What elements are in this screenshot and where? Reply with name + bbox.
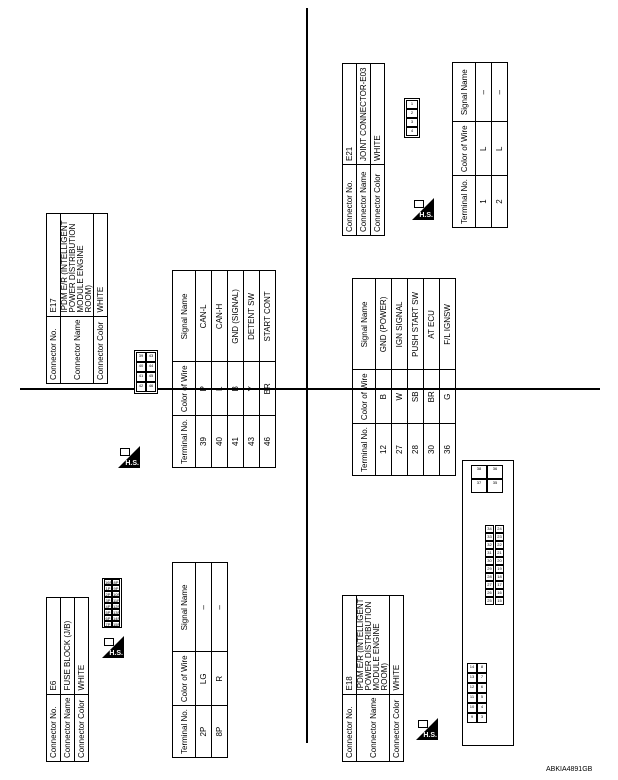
connector-pin: 23 (495, 533, 504, 541)
connector-pin: 12P (113, 604, 121, 609)
e6-connector-face (102, 578, 122, 628)
e6-signal-table (172, 562, 228, 758)
connector-pin: 4 (406, 127, 418, 136)
col-wire-color: Color of Wire (173, 652, 196, 706)
connector-pin: 15P (113, 622, 121, 627)
table-row: 43 Y DETENT SW (244, 271, 260, 468)
table-row: 40 L CAN-H (212, 271, 228, 468)
connector-pin: 21 (495, 549, 504, 557)
connector-pin: 8 (477, 663, 487, 673)
e17-connector-no: E17 (47, 213, 61, 316)
connector-pin: 15 (495, 597, 504, 605)
connector-pin: 42 (136, 382, 146, 392)
e21-signal-panel (452, 62, 508, 228)
e17-signal-panel (172, 270, 276, 468)
e17-signal-table: Terminal No. Color of Wire Signal Name 39 P CAN-L 40 L CAN-H 41 B GND (SIGNAL) 43 Y DETENT SW 46 BR START CONT (172, 270, 276, 468)
connector-pin: 5P (105, 610, 111, 615)
connector-pin: 2P (105, 592, 111, 597)
connector-pin: 7P (105, 622, 111, 627)
connector-pin: 19 (495, 565, 504, 573)
e18-hs-icon: H.S. (416, 718, 438, 740)
connector-pin: 14P (113, 616, 121, 621)
e21-hs-icon: H.S. (412, 198, 434, 220)
connector-pin: 29 (485, 565, 494, 573)
table-row: 39 P CAN-L (196, 271, 212, 468)
connector-pin: 16P (105, 580, 113, 585)
connector-pin: 3P (105, 598, 111, 603)
e18-header-panel (342, 595, 404, 762)
connector-pin: 16 (495, 589, 504, 597)
connector-pin: 2 (406, 109, 418, 118)
connector-pin: 3 (477, 713, 487, 723)
e18-connector-color: WHITE (390, 595, 404, 694)
connector-pin: 4 (477, 703, 487, 713)
e21-connector-name: JOINT CONNECTOR-E03 (357, 64, 371, 165)
table-row: 41 B GND (SIGNAL) (228, 271, 244, 468)
table-row: 1 L – (476, 63, 492, 228)
connector-pin: 32 (485, 541, 494, 549)
connector-pin: 31 (485, 549, 494, 557)
connector-pin: 20 (495, 557, 504, 565)
e21-header-table: Connector No. E21 Connector Name JOINT CONNECTOR-E03 Connector Color WHITE (342, 63, 385, 236)
e21-signal-table: Terminal No. Color of Wire Signal Name 1 L – 2 L – (452, 62, 508, 228)
table-row: 8P R – (212, 563, 228, 758)
col-terminal-no: Terminal No. (173, 706, 196, 758)
table-row: 27 W IGN SIGNAL (392, 279, 408, 476)
connector-pin: 9 (467, 713, 477, 723)
e18-header-table: Connector No. E18 Connector Name IPDM E/R (INTELLIGENT POWER DISTRIBUTION MODULE ENGINE ROOM) Connector Color WHITE (342, 595, 404, 762)
table-row: 46 BR START CONT (260, 271, 276, 468)
connector-pin: 6 (477, 683, 487, 693)
e6-connector-color: WHITE (75, 597, 89, 694)
connector-pin: 13P (113, 610, 121, 615)
e6-connector-name: FUSE BLOCK (J/B) (61, 597, 75, 694)
connector-pin: 1P (105, 586, 111, 591)
connector-pin: 22 (495, 541, 504, 549)
e21-header-panel (342, 63, 385, 236)
e17-connector-face (134, 350, 158, 394)
label-connector-name: Connector Name (61, 694, 75, 761)
connector-pin: 40 (136, 362, 146, 372)
e21-connector-face (404, 98, 420, 138)
connector-pin: 45 (146, 372, 156, 382)
table-row: 2 L – (492, 63, 508, 228)
e6-connector-no: E6 (47, 597, 61, 694)
connector-pin: 11 (467, 693, 477, 703)
e17-connector-color: WHITE (94, 213, 108, 316)
label-connector-color: Connector Color (75, 694, 89, 761)
e6-hs-icon: H.S. (102, 636, 124, 658)
e18-signal-panel (352, 278, 456, 476)
connector-pin: 43 (146, 352, 156, 362)
e21-connector-color: WHITE (371, 64, 385, 165)
connector-pin: 41 (136, 372, 146, 382)
label-connector-no: Connector No. (47, 694, 61, 761)
connector-pin: 11P (113, 598, 120, 603)
connector-pin: 3 (406, 118, 418, 127)
e17-hs-icon: H.S. (118, 446, 140, 468)
connector-pin: 37 (471, 479, 487, 493)
e18-connector-no: E18 (343, 595, 357, 694)
connector-pin: 5 (477, 693, 487, 703)
connector-pin: 14 (467, 663, 477, 673)
connector-pin: 27 (485, 581, 494, 589)
connector-pin: 39 (136, 352, 146, 362)
table-row: 28 SB PUSH START SW (408, 279, 424, 476)
e18-connector-face (462, 460, 514, 746)
connector-pin: 8P (113, 580, 119, 585)
connector-pin: 38 (471, 465, 487, 479)
connector-pin: 34 (485, 525, 494, 533)
e18-signal-table: Terminal No. Color of Wire Signal Name 12 B GND (POWER) 27 W IGN SIGNAL 28 SB PUSH START SW 30 BR AT ECU 36 G F/L IGNSW (352, 278, 456, 476)
connector-pin: 25 (485, 597, 494, 605)
e6-header-panel (46, 597, 89, 762)
connector-pin: 17 (495, 581, 504, 589)
connector-pin: 9P (113, 586, 119, 591)
connector-pin: 18 (495, 573, 504, 581)
connector-pin: 6P (105, 616, 111, 621)
table-row: 2P LG – (196, 563, 212, 758)
connector-pin: 1 (406, 100, 418, 109)
connector-pin: 33 (485, 533, 494, 541)
figure-code: ABKIA4891GB (546, 766, 593, 773)
connector-pin: 7 (477, 673, 487, 683)
e6-header-table (46, 597, 89, 762)
connector-pin: 36 (487, 465, 503, 479)
connector-pin: 46 (146, 382, 156, 392)
connector-pin: 4P (105, 604, 111, 609)
connector-pin: 10P (113, 592, 121, 597)
e17-connector-name: IPDM E/R (INTELLIGENT POWER DISTRIBUTION MODULE ENGINE ROOM) (61, 213, 94, 316)
connector-pin: 30 (485, 557, 494, 565)
e6-signal-panel (172, 562, 228, 758)
col-signal-name: Signal Name (173, 563, 196, 652)
e18-connector-name: IPDM E/R (INTELLIGENT POWER DISTRIBUTION MODULE ENGINE ROOM) (357, 595, 390, 694)
e21-connector-no: E21 (343, 64, 357, 165)
connector-pin: 28 (485, 573, 494, 581)
horizontal-divider (20, 388, 600, 390)
table-row: 12 B GND (POWER) (376, 279, 392, 476)
connector-pin: 44 (146, 362, 156, 372)
connector-pin: 26 (485, 589, 494, 597)
table-row: 30 BR AT ECU (424, 279, 440, 476)
connector-pin: 35 (487, 479, 503, 493)
connector-pin: 24 (495, 525, 504, 533)
e17-header-table: Connector No. E17 Connector Name IPDM E/R (INTELLIGENT POWER DISTRIBUTION MODULE ENGINE ROOM) Connector Color WHITE (46, 213, 108, 384)
connector-pin: 12 (467, 683, 477, 693)
connector-pin: 10 (467, 703, 477, 713)
table-row: 36 G F/L IGNSW (440, 279, 456, 476)
connector-pin: 13 (467, 673, 477, 683)
vertical-divider (306, 8, 308, 743)
e17-header-panel (46, 213, 108, 384)
